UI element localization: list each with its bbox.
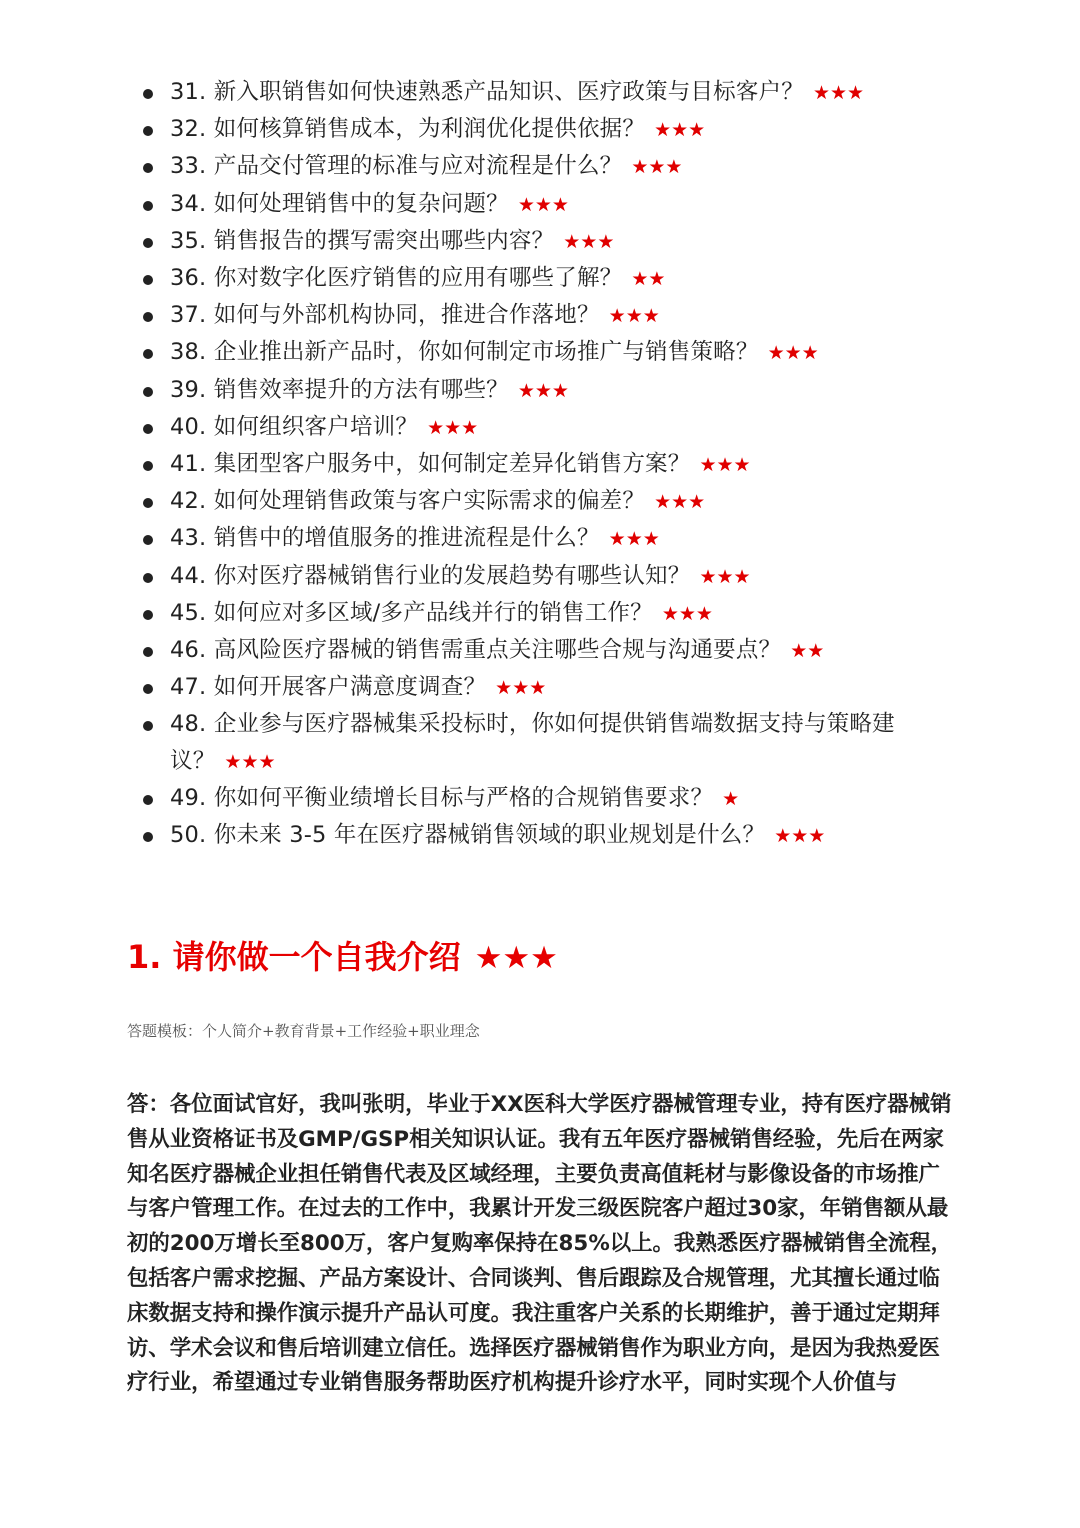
question-number: 41. xyxy=(170,451,207,478)
question-number: 38. xyxy=(170,339,207,366)
rating-stars: ★★★ xyxy=(774,825,826,848)
question-text: 销售中的增值服务的推进流程是什么？ xyxy=(213,525,600,552)
rating-stars: ★★★ xyxy=(224,750,276,773)
answer-paragraph: 答：各位面试官好，我叫张明，毕业于XX医科大学医疗器械管理专业，持有医疗器械销售从业资格证书及GMP/GSP相关知识认证。我有五年医疗器械销售经验，先后在两家知名医疗器械企业担任销售代表及区域经理，主要负责高值耗材与影像设备的市场推广与客户管理工作。在过去的工作中，我累计开发三级医院客户超过30家，年销售额从最初的200万增长至800万，客户复购率保持在85%以上。我熟悉医疗器械销售全流程，包括客户需求挖掘、产品方案设计、合同谈判、售后跟踪及合规管理，尤其擅长通过临床数据支持和操作演示提升产品认可度。我注重客户关系的长期维护，善于通过定期拜访、学术会议和售后培训建立信任。选择医疗器械销售作为职业方向，是因为我热爱医疗行业，希望通过专业销售服务帮助医疗机构提升诊疗水平，同时实现个人价值与 xyxy=(127,1092,953,1396)
rating-stars: ★★★ xyxy=(563,230,615,253)
question-text: 销售效率提升的方法有哪些？ xyxy=(213,376,509,403)
question-number: 37. xyxy=(170,302,207,329)
bullet-icon xyxy=(143,275,153,285)
question-number: 43. xyxy=(170,525,207,552)
bullet-icon xyxy=(143,498,153,508)
list-item xyxy=(0,817,940,854)
question-number: 39. xyxy=(170,376,207,403)
question-text: 如何应对多区域/多产品线并行的销售工作？ xyxy=(213,599,653,626)
rating-stars: ★★★ xyxy=(654,491,706,514)
question-text: 如何处理销售政策与客户实际需求的偏差？ xyxy=(213,488,646,515)
bullet-icon xyxy=(143,424,153,434)
question-text: 产品交付管理的标准与应对流程是什么？ xyxy=(213,153,623,180)
question-text: 如何处理销售中的复杂问题？ xyxy=(213,190,509,217)
list-item xyxy=(0,446,940,483)
bullet-icon xyxy=(143,535,153,545)
list-item xyxy=(0,111,940,148)
bullet-icon xyxy=(143,795,153,805)
list-item xyxy=(0,595,940,632)
bullet-icon xyxy=(143,461,153,471)
rating-stars: ★★★ xyxy=(699,565,751,588)
question-number: 33. xyxy=(170,153,207,180)
question-number: 32. xyxy=(170,116,207,143)
rating-stars: ★★★ xyxy=(517,193,569,216)
section-heading xyxy=(127,932,558,978)
bullet-icon xyxy=(143,238,153,248)
list-item xyxy=(0,334,940,371)
rating-stars: ★★ xyxy=(631,268,666,291)
list-item xyxy=(0,520,940,557)
list-item xyxy=(0,148,940,185)
bullet-icon xyxy=(143,610,153,620)
bullet-icon xyxy=(143,201,153,211)
question-number: 42. xyxy=(170,488,207,515)
list-item xyxy=(0,780,940,817)
question-text: 集团型客户服务中，如何制定差异化销售方案？ xyxy=(213,451,691,478)
question-number: 35. xyxy=(170,227,207,254)
question-number: 46. xyxy=(170,637,207,664)
question-number: 47. xyxy=(170,674,207,701)
rating-stars: ★★ xyxy=(790,640,825,663)
list-item xyxy=(0,669,940,706)
bullet-icon xyxy=(143,89,153,99)
bullet-icon xyxy=(143,312,153,322)
question-text: 如何与外部机构协同，推进合作落地？ xyxy=(213,302,600,329)
question-number: 40. xyxy=(170,413,207,440)
rating-stars: ★ xyxy=(722,787,740,810)
answer-template-note: 答题模板：个人简介+教育背景+工作经验+职业理念 xyxy=(127,1022,480,1040)
rating-stars: ★★★ xyxy=(812,82,865,104)
bullet-icon xyxy=(143,684,153,694)
question-number: 50. xyxy=(170,822,207,849)
bullet-icon xyxy=(143,387,153,397)
list-item xyxy=(0,297,940,334)
list-item xyxy=(0,223,940,260)
question-text: 你未来 3-5 年在医疗器械销售领域的职业规划是什么？ xyxy=(213,822,766,849)
question-text: 企业推出新产品时，你如何制定市场推广与销售策略？ xyxy=(213,339,759,366)
question-number: 36. xyxy=(170,265,207,292)
question-number: 45. xyxy=(170,599,207,626)
rating-stars: ★★★ xyxy=(767,342,819,365)
list-item xyxy=(0,74,940,111)
rating-stars: ★★★ xyxy=(474,940,558,976)
rating-stars: ★★★ xyxy=(427,416,479,439)
question-number: 48. xyxy=(170,711,207,738)
bullet-icon xyxy=(143,573,153,583)
rating-stars: ★★★ xyxy=(495,677,547,700)
question-text: 如何开展客户满意度调查？ xyxy=(213,674,487,701)
rating-stars: ★★★ xyxy=(699,454,751,477)
question-number: 31. xyxy=(170,79,207,105)
question-text: 你如何平衡业绩增长目标与严格的合规销售要求？ xyxy=(213,784,714,811)
question-text: 你对医疗器械销售行业的发展趋势有哪些认知？ xyxy=(213,562,691,589)
question-text: 如何组织客户培训？ xyxy=(213,413,419,440)
list-item xyxy=(0,409,940,446)
question-number: 49. xyxy=(170,784,207,811)
bullet-icon xyxy=(143,349,153,359)
section-heading-text: 1. 请你做一个自我介绍 xyxy=(127,938,461,976)
rating-stars: ★★★ xyxy=(608,305,660,328)
list-item xyxy=(0,372,940,409)
rating-stars: ★★★ xyxy=(517,379,569,402)
question-number: 44. xyxy=(170,562,207,589)
question-text: 你对数字化医疗销售的应用有哪些了解？ xyxy=(213,265,623,292)
question-text: 高风险医疗器械的销售需重点关注哪些合规与沟通要点？ xyxy=(213,637,782,664)
rating-stars: ★★★ xyxy=(654,119,706,142)
bullet-icon xyxy=(143,126,153,136)
list-item xyxy=(0,186,940,223)
question-text: 销售报告的撰写需突出哪些内容？ xyxy=(213,227,555,254)
question-text: 企业参与医疗器械集采投标时，你如何提供销售端数据支持与策略建议？ xyxy=(170,711,895,774)
bullet-icon xyxy=(143,721,153,731)
bullet-icon xyxy=(143,647,153,657)
rating-stars: ★★★ xyxy=(631,156,683,179)
list-item xyxy=(0,632,940,669)
bullet-icon xyxy=(143,163,153,173)
question-list xyxy=(0,74,940,854)
list-item xyxy=(0,260,940,297)
bullet-icon xyxy=(143,832,153,842)
question-text: 新入职销售如何快速熟悉产品知识、医疗政策与目标客户？ xyxy=(213,79,804,105)
list-item xyxy=(0,483,940,520)
list-item xyxy=(0,558,940,595)
question-text: 如何核算销售成本，为利润优化提供依据？ xyxy=(213,116,646,143)
list-item xyxy=(0,706,940,779)
rating-stars: ★★★ xyxy=(608,528,660,551)
question-number: 34. xyxy=(170,190,207,217)
rating-stars: ★★★ xyxy=(661,602,713,625)
